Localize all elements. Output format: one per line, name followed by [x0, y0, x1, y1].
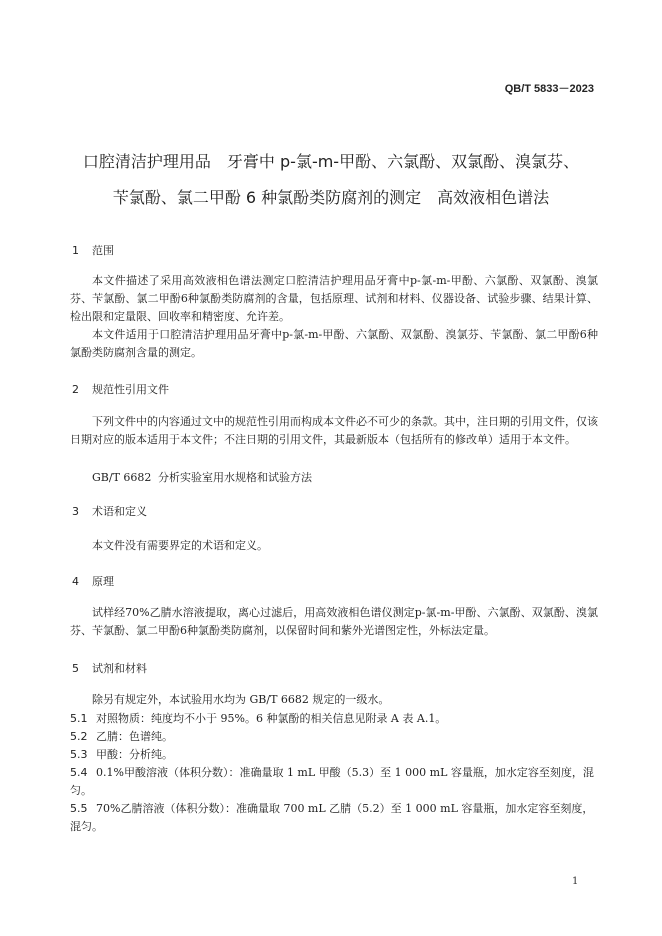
- section-heading-scope: [72, 242, 114, 258]
- item-text: 对照物质：纯度均不小于 95%。6 种氯酚的相关信息见附录 A 表 A.1。: [96, 712, 447, 725]
- item-text: 0.1%甲酸溶液（体积分数）：准确量取 1 mL 甲酸（5.3）至 1 000 mL 容量瓶，加水定容至刻度，混匀。: [70, 766, 594, 797]
- reference-title: 分析实验室用水规格和试验方法: [158, 471, 312, 484]
- section-heading-terms: [72, 503, 147, 519]
- item-number: 5.4: [70, 766, 88, 779]
- section-title: 范围: [92, 244, 114, 257]
- section-number: 3: [72, 505, 79, 518]
- scope-paragraph-2: 本文件适用于口腔清洁护理用品牙膏中p-氯-m-甲酚、六氯酚、双氯酚、溴氯芬、苄氯酚、氯二甲酚6种氯酚类防腐剂含量的测定。: [70, 328, 598, 359]
- section-title: 规范性引用文件: [92, 383, 169, 396]
- item-number: 5.2: [70, 730, 88, 743]
- list-item: [70, 746, 600, 764]
- principle-paragraph: 试样经70%乙腈水溶液提取，离心过滤后，用高效液相色谱仪测定p-氯-m-甲酚、六氯酚、双氯酚、溴氯芬、苄氯酚、氯二甲酚6种氯酚类防腐剂，以保留时间和紫外光谱图定性，外标法定量。: [70, 606, 598, 637]
- section-number: 4: [72, 575, 79, 588]
- section-heading-normative-references: [72, 381, 169, 397]
- list-item: [70, 764, 600, 800]
- page-number: 1: [572, 876, 579, 887]
- item-text: 甲酸：分析纯。: [96, 748, 173, 761]
- section-number: 5: [72, 662, 79, 675]
- reference-entry: [92, 469, 312, 485]
- title-line-1: 口腔清洁护理用品 牙膏中 p-氯-m-甲酚、六氯酚、双氯酚、溴氯芬、: [82, 152, 580, 171]
- item-number: 5.5: [70, 802, 88, 815]
- reagents-paragraph: 除另有规定外，本试验用水均为 GB/T 6682 规定的一级水。: [92, 693, 390, 706]
- list-item: [70, 728, 600, 746]
- title-line-2: 苄氯酚、氯二甲酚 6 种氯酚类防腐剂的测定 高效液相色谱法: [112, 188, 550, 207]
- section-title: 术语和定义: [92, 505, 147, 518]
- section-heading-principle: [72, 573, 114, 589]
- document-title: [30, 144, 632, 216]
- terms-paragraph: 本文件没有需要界定的术语和定义。: [92, 539, 268, 552]
- scope-paragraph-1: 本文件描述了采用高效液相色谱法测定口腔清洁护理用品牙膏中p-氯-m-甲酚、六氯酚、双氯酚、溴氯芬、苄氯酚、氯二甲酚6种氯酚类防腐剂的含量，包括原理、试剂和材料、仪器设备、试验步骤、结果计算、检出限和定量限、回收率和精密度、允许差。: [70, 274, 598, 323]
- item-text: 乙腈：色谱纯。: [96, 730, 173, 743]
- references-paragraph: 下列文件中的内容通过文中的规范性引用而构成本文件必不可少的条款。其中，注日期的引用文件，仅该日期对应的版本适用于本文件；不注日期的引用文件，其最新版本（包括所有的修改单）适用于本文件。: [70, 415, 598, 446]
- item-number: 5.1: [70, 712, 88, 725]
- item-number: 5.3: [70, 748, 88, 761]
- section-number: 1: [72, 244, 79, 257]
- section-number: 2: [72, 383, 79, 396]
- reference-code: GB/T 6682: [92, 471, 152, 484]
- section-heading-reagents: [72, 660, 147, 676]
- list-item: [70, 710, 600, 728]
- item-text: 70%乙腈溶液（体积分数）：准确量取 700 mL 乙腈（5.2）至 1 000 mL 容量瓶，加水定容至刻度，混匀。: [70, 802, 594, 833]
- list-item: [70, 800, 600, 836]
- section-title: 试剂和材料: [92, 662, 147, 675]
- section-title: 原理: [92, 575, 114, 588]
- standard-code: QB/T 5833－2023: [504, 83, 594, 95]
